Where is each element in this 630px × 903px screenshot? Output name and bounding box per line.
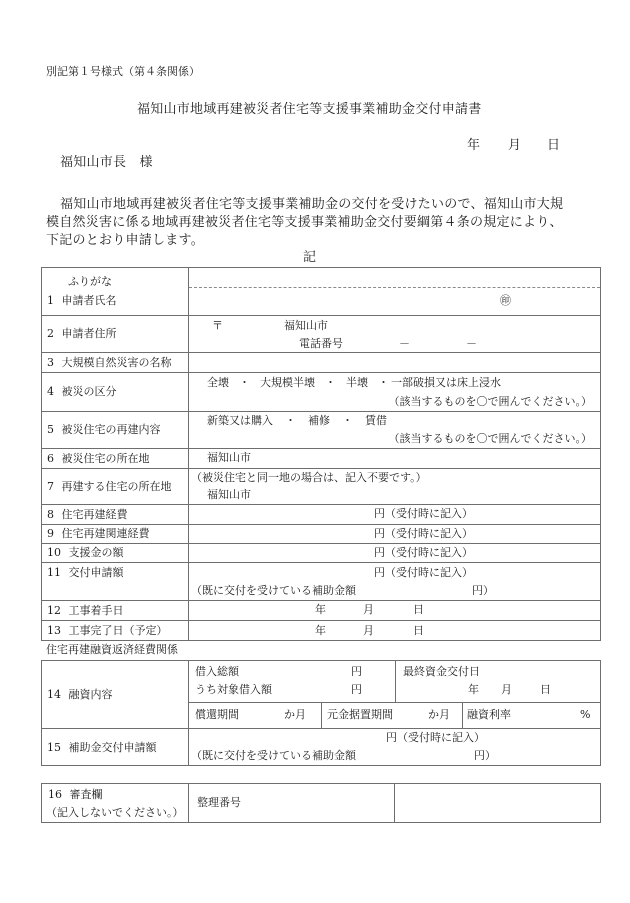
row-damage-category	[42, 372, 600, 411]
label-cell	[42, 469, 189, 504]
month-label: 月	[363, 624, 374, 637]
row-start-date	[42, 600, 600, 620]
rebuild-location-label: 7 再建する住宅の所在地	[47, 479, 172, 493]
review-note: （記入しないでください。）	[46, 806, 184, 819]
damaged-location-value	[189, 449, 600, 468]
damage-options	[207, 377, 501, 389]
damaged-location-city: 福知山市	[207, 451, 251, 464]
yen-reception-note: 円（受付時に記入）	[374, 527, 473, 540]
rebuild-location-city: 福知山市	[207, 488, 251, 501]
prior-subsidy-label: （既に交付を受けている補助金額	[191, 584, 356, 597]
total-loan-unit: 円	[351, 665, 362, 678]
month-label: 月	[363, 603, 374, 616]
row-subsidy-application	[42, 728, 600, 766]
label-cell	[42, 268, 189, 315]
postal-mark-icon: 〒	[212, 319, 223, 332]
target-loan-label: うち対象借入額	[195, 683, 272, 696]
prior-subsidy-unit: 円）	[472, 584, 494, 597]
year-label: 年	[468, 683, 479, 696]
review-table	[41, 783, 601, 823]
final-disbursement-cell	[396, 661, 600, 703]
label-cell	[42, 525, 189, 543]
rebuild-cost-label: 8 住宅再建経費	[47, 507, 128, 521]
total-loan-label: 借入総額	[195, 665, 239, 678]
grace-period-label: 元金据置期間	[327, 708, 393, 721]
rebuild-option: 新築又は購入	[207, 414, 273, 427]
yen-reception-note: 円（受付時に記入）	[374, 566, 473, 579]
form-number: 別記第１号様式（第４条関係）	[46, 65, 200, 78]
yen-reception-note: 円（受付時に記入）	[374, 507, 473, 520]
completion-date-label: 13 工事完了日（予定）	[47, 623, 168, 637]
damaged-location-label: 6 被災住宅の所在地	[47, 451, 150, 465]
repayment-period-label: 償還期間	[195, 708, 239, 721]
support-amount-value	[189, 544, 600, 562]
yen-reception-note: 円（受付時に記入）	[386, 731, 485, 744]
circle-instruction: （該当するものを〇で囲んでください。）	[388, 432, 592, 445]
label-cell	[42, 412, 189, 448]
label-cell	[42, 784, 189, 822]
ki-heading: 記	[303, 250, 317, 265]
completion-date-value	[189, 621, 600, 640]
label-cell	[42, 373, 189, 411]
year-label: 年	[315, 603, 326, 616]
subsidy-application-label: 15 補助金交付申請額	[47, 740, 157, 754]
subsidy-application-value	[189, 729, 600, 766]
start-date-value	[189, 601, 600, 620]
review-label: 16 審査欄	[48, 788, 103, 801]
prior-subsidy-unit: 円）	[474, 749, 496, 762]
addressee: 福知山市長 様	[60, 155, 153, 170]
row-related-cost	[42, 524, 600, 543]
option-separator: ・	[378, 376, 389, 389]
intro-line: 下記のとおり申請します。	[46, 233, 204, 248]
applicant-name-label: 1 申請者氏名	[47, 294, 117, 307]
address-label: 2 申請者住所	[47, 327, 117, 340]
intro-line: 福知山市地域再建被災者住宅等支援事業補助金の交付を受けたいので、福知山市大規	[60, 197, 564, 212]
loan-amount-cell	[189, 661, 396, 703]
row-support-amount	[42, 543, 600, 562]
yen-reception-note: 円（受付時に記入）	[374, 546, 473, 559]
date-day: 日	[547, 138, 561, 153]
label-cell	[42, 621, 189, 640]
circle-instruction: （該当するものを〇で囲んでください。）	[388, 395, 592, 408]
interest-rate-cell	[463, 703, 600, 728]
damage-option: 全壊	[207, 376, 229, 389]
disaster-name-label: 3 大規模自然災害の名称	[47, 355, 172, 369]
label-cell	[42, 729, 189, 766]
row-rebuild-cost	[42, 504, 600, 524]
row-applicant-address	[42, 315, 600, 352]
phone-separator: －	[466, 337, 477, 350]
option-separator: ・	[239, 376, 250, 389]
row-damaged-location	[42, 448, 600, 468]
application-amount-value	[189, 563, 600, 600]
row-rebuild-location	[42, 468, 600, 504]
date-year: 年	[467, 138, 481, 153]
row-completion-date	[42, 620, 600, 640]
damage-category-value	[189, 373, 600, 411]
row-applicant-name	[42, 268, 600, 315]
related-cost-value	[189, 525, 600, 543]
document-title: 福知山市地域再建被災者住宅等支援事業補助金交付申請書	[137, 102, 482, 117]
same-location-note: （被災住宅と同一地の場合は、記入不要です。）	[191, 471, 427, 484]
furigana-field	[189, 268, 600, 287]
label-cell	[42, 353, 189, 372]
damage-option: 半壊	[346, 376, 368, 389]
damage-option: 大規模半壊	[260, 376, 315, 389]
interest-rate-unit: %	[580, 708, 591, 721]
damage-option: 一部破損又は床上浸水	[391, 376, 501, 389]
label-cell	[42, 661, 189, 728]
start-date-label: 12 工事着手日	[47, 603, 124, 617]
day-label: 日	[540, 683, 551, 696]
grace-period-cell	[322, 703, 463, 728]
row-review	[42, 784, 600, 822]
repayment-period-cell	[189, 703, 322, 728]
related-cost-label: 9 住宅再建関連経費	[47, 527, 150, 540]
day-label: 日	[413, 624, 424, 637]
applicant-name-value	[189, 268, 600, 315]
phone-label: 電話番号	[299, 337, 343, 350]
support-amount-label: 10 支援金の額	[47, 546, 124, 559]
date-month: 月	[508, 138, 522, 153]
target-loan-unit: 円	[351, 683, 362, 696]
rebuild-option: 補修	[308, 414, 330, 427]
repayment-period-unit: か月	[284, 708, 306, 721]
final-disbursement-label: 最終資金交付日	[403, 665, 480, 678]
label-cell	[42, 563, 189, 600]
interest-rate-label: 融資利率	[467, 708, 511, 721]
damage-category-label: 4 被災の区分	[47, 385, 117, 398]
option-separator: ・	[285, 414, 296, 427]
month-label: 月	[501, 683, 512, 696]
row-application-amount	[42, 562, 600, 600]
option-separator: ・	[342, 414, 353, 427]
intro-line: 模自然災害に係る地域再建被災者住宅等支援事業補助金交付要綱第４条の規定により、	[46, 215, 563, 230]
reference-number-cell	[189, 784, 395, 822]
address-city: 福知山市	[284, 319, 328, 332]
label-cell	[42, 601, 189, 620]
row-rebuild-type	[42, 411, 600, 448]
address-value	[189, 316, 600, 352]
furigana-label: ふりがな	[68, 275, 112, 288]
rebuild-cost-value	[189, 505, 600, 524]
rebuild-option: 賃借	[365, 414, 387, 427]
disaster-name-value	[189, 353, 600, 372]
rebuild-options	[207, 415, 387, 427]
day-label: 日	[413, 603, 424, 616]
application-amount-label: 11 交付申請額	[47, 566, 124, 579]
option-separator: ・	[325, 376, 336, 389]
prior-subsidy-label: （既に交付を受けている補助金額	[191, 749, 356, 762]
row-loan-details	[42, 661, 600, 728]
rebuild-location-value	[189, 469, 600, 504]
label-cell	[42, 544, 189, 562]
seal-icon: ㊞	[500, 294, 511, 307]
reference-number-label: 整理番号	[197, 796, 241, 809]
loan-details-label: 14 融資内容	[47, 687, 113, 701]
loan-table	[41, 660, 601, 766]
phone-separator: －	[399, 337, 410, 350]
loan-section-heading: 住宅再建融資返済経費関係	[46, 643, 178, 656]
label-cell	[42, 449, 189, 468]
label-cell	[42, 505, 189, 524]
row-disaster-name	[42, 352, 600, 372]
year-label: 年	[315, 624, 326, 637]
label-cell	[42, 316, 189, 352]
grace-period-unit: か月	[428, 708, 450, 721]
rebuild-type-label: 5 被災住宅の再建内容	[47, 423, 161, 436]
application-table	[41, 267, 601, 641]
reference-number-value	[395, 784, 600, 822]
name-field	[189, 288, 600, 315]
rebuild-type-value	[189, 412, 600, 448]
